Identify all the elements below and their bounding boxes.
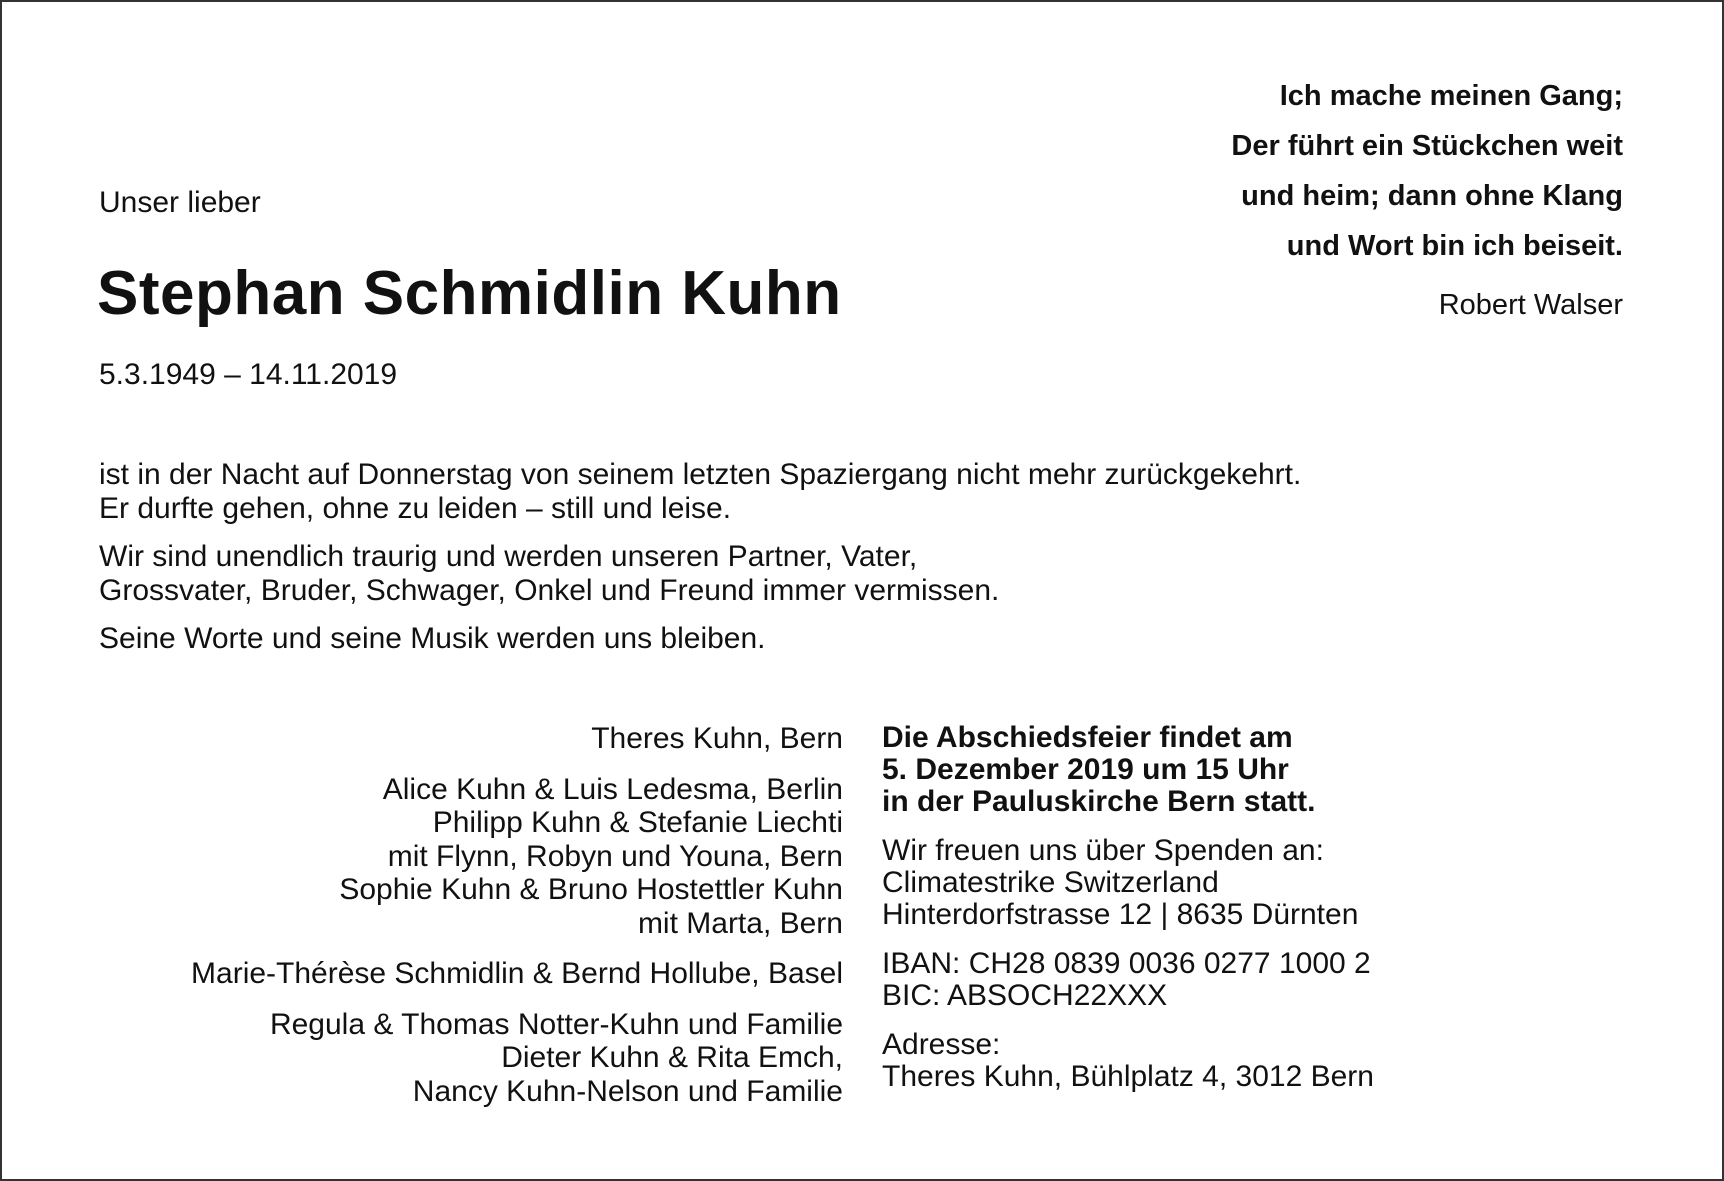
mourners-list — [191, 722, 843, 1125]
deceased-name: Stephan Schmidlin Kuhn — [97, 259, 842, 328]
mourner-group — [191, 957, 843, 991]
donation-info — [882, 835, 1374, 931]
mourner-line: Dieter Kuhn & Rita Emch, — [501, 1041, 843, 1074]
donation-line: Climatestrike Switzerland — [882, 866, 1219, 899]
quote-line: Der führt ein Stückchen weit — [1231, 130, 1623, 162]
mourner-group — [191, 1008, 843, 1109]
paragraph — [99, 622, 1301, 656]
ceremony-details — [882, 722, 1374, 818]
mourner-line: Philipp Kuhn & Stefanie Liechti — [432, 806, 843, 839]
mourner-line: Theres Kuhn, Bern — [591, 722, 843, 755]
bank-details — [882, 948, 1374, 1012]
bank-line: IBAN: CH28 0839 0036 0277 1000 2 — [882, 947, 1371, 980]
donation-line: Wir freuen uns über Spenden an: — [882, 834, 1324, 867]
mourner-group — [191, 773, 843, 941]
address-line: Theres Kuhn, Bühlplatz 4, 3012 Bern — [882, 1060, 1374, 1093]
mourner-line: Nancy Kuhn-Nelson und Familie — [412, 1074, 843, 1108]
donation-line: Hinterdorfstrasse 12 | 8635 Dürnten — [882, 898, 1359, 931]
announcement-text — [99, 458, 1301, 670]
text-line: Wir sind unendlich traurig und werden unseren Partner, Vater, — [99, 540, 918, 573]
text-line: Seine Worte und seine Musik werden uns bleiben. — [99, 622, 766, 655]
text-line: ist in der Nacht auf Donnerstag von seinem letzten Spaziergang nicht mehr zurückgekehrt. — [99, 458, 1302, 491]
ceremony-line: in der Pauluskirche Bern statt. — [882, 785, 1316, 818]
quote-author: Robert Walser — [1438, 289, 1623, 321]
life-dates: 5.3.1949 – 14.11.2019 — [99, 358, 398, 391]
mourner-line: Regula & Thomas Notter-Kuhn und Familie — [269, 1007, 843, 1041]
text-line: Er durfte gehen, ohne zu leiden – still und leise. — [99, 492, 732, 525]
contact-address — [882, 1029, 1374, 1093]
ceremony-line: Die Abschiedsfeier findet am — [882, 721, 1293, 754]
mourner-line: Sophie Kuhn & Bruno Hostettler Kuhn — [339, 873, 843, 906]
poem-quote — [1231, 71, 1623, 271]
quote-line: Ich mache meinen Gang; — [1279, 80, 1623, 112]
address-line: Adresse: — [882, 1028, 1001, 1061]
intro-text: Unser lieber — [99, 186, 261, 219]
quote-line: und Wort bin ich beiseit. — [1286, 230, 1623, 262]
mourner-line: mit Marta, Bern — [637, 906, 843, 940]
paragraph — [99, 540, 1301, 608]
ceremony-info — [882, 722, 1374, 1110]
bank-line: BIC: ABSOCH22XXX — [882, 979, 1168, 1012]
mourner-line: mit Flynn, Robyn und Youna, Bern — [387, 839, 843, 873]
ceremony-line: 5. Dezember 2019 um 15 Uhr — [882, 753, 1289, 786]
mourner-group — [191, 722, 843, 756]
mourner-line: Marie-Thérèse Schmidlin & Bernd Hollube, Basel — [191, 957, 843, 990]
quote-line: und heim; dann ohne Klang — [1241, 180, 1623, 212]
mourner-line: Alice Kuhn & Luis Ledesma, Berlin — [382, 772, 843, 806]
paragraph — [99, 458, 1301, 526]
text-line: Grossvater, Bruder, Schwager, Onkel und Freund immer vermissen. — [99, 574, 1000, 607]
